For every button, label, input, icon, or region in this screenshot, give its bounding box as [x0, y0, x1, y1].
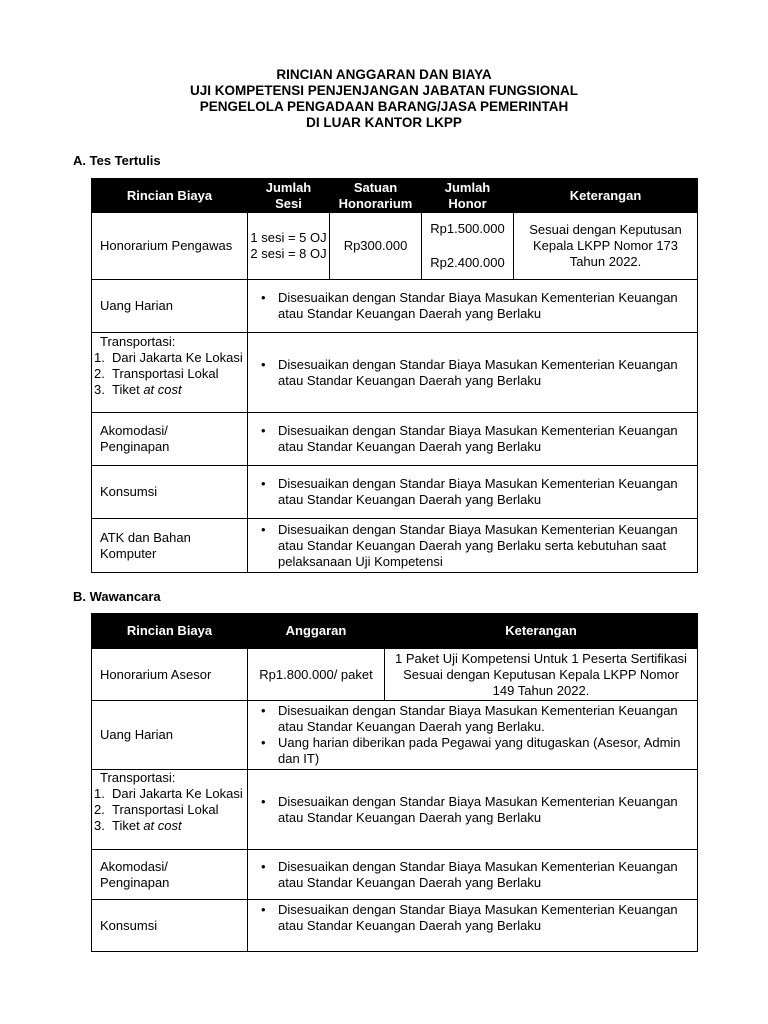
- bullet-item: • Disesuaikan dengan Standar Biaya Masukan Kementerian Keuangan atau Standar Keuangan Daerah yang Berlaku serta kebutuhan saat pelaksanaan Uji Kompetensi: [278, 522, 689, 570]
- table-row: [92, 900, 698, 952]
- bullet-item: • Disesuaikan dengan Standar Biaya Masukan Kementerian Keuangan atau Standar Keuangan Daerah yang Berlaku: [278, 423, 689, 455]
- cell-note: [248, 280, 698, 333]
- table-row: [92, 413, 698, 466]
- header-keterangan: Keterangan: [514, 179, 698, 213]
- header-anggaran: Anggaran: [248, 614, 385, 649]
- table-tes-tertulis: [91, 178, 698, 573]
- row-label-konsumsi: Konsumsi: [92, 466, 248, 519]
- list-item: 1. Dari Jakarta Ke Lokasi: [94, 786, 243, 801]
- table-row: [92, 649, 698, 701]
- table-row: [92, 519, 698, 573]
- row-label-akomodasi: Akomodasi/ Penginapan: [92, 850, 248, 900]
- row-label-konsumsi: Konsumsi: [92, 900, 248, 952]
- table-wawancara: [91, 613, 698, 952]
- bullet-item: • Disesuaikan dengan Standar Biaya Masukan Kementerian Keuangan atau Standar Keuangan Daerah yang Berlaku: [278, 290, 689, 322]
- row-label-honorarium-asesor: Honorarium Asesor: [92, 649, 248, 701]
- row-label-honorarium-pengawas: Honorarium Pengawas: [92, 213, 248, 280]
- cell-anggaran: Rp1.800.000/ paket: [248, 649, 385, 701]
- cell-keterangan: 1 Paket Uji Kompetensi Untuk 1 Peserta Sertifikasi Sesuai dengan Keputusan Kepala LKPP Nomor 149 Tahun 2022.: [385, 649, 698, 701]
- bullet-item: • Disesuaikan dengan Standar Biaya Masukan Kementerian Keuangan atau Standar Keuangan Daerah yang Berlaku: [278, 859, 689, 891]
- row-label-atk: ATK dan Bahan Komputer: [92, 519, 248, 573]
- table-header-row: [92, 179, 698, 213]
- list-item: 3. Tiket at cost: [94, 818, 182, 833]
- bullet-item: • Disesuaikan dengan Standar Biaya Masukan Kementerian Keuangan atau Standar Keuangan Daerah yang Berlaku: [278, 794, 689, 826]
- table-row: [92, 466, 698, 519]
- bullet-item: • Disesuaikan dengan Standar Biaya Masukan Kementerian Keuangan atau Standar Keuangan Daerah yang Berlaku: [278, 357, 689, 389]
- table-row: [92, 701, 698, 770]
- title-line-2: UJI KOMPETENSI PENJENJANGAN JABATAN FUNGSIONAL: [189, 83, 579, 98]
- cell-note: [248, 413, 698, 466]
- title-line-1: RINCIAN ANGGARAN DAN BIAYA: [276, 67, 492, 82]
- table-row: [92, 850, 698, 900]
- header-rincian-biaya: Rincian Biaya: [92, 179, 248, 213]
- row-label-transportasi: [92, 770, 248, 850]
- row-label-transportasi: [92, 333, 248, 413]
- list-item: 1. Dari Jakarta Ke Lokasi: [94, 350, 243, 365]
- section-a-heading: A. Tes Tertulis: [73, 153, 161, 168]
- list-item: 2. Transportasi Lokal: [94, 366, 219, 381]
- cell-note: [248, 701, 698, 770]
- bullet-item: • Uang harian diberikan pada Pegawai yang ditugaskan (Asesor, Admin dan IT): [278, 735, 689, 767]
- header-jumlah-honor: Jumlah Honor: [422, 179, 514, 213]
- sesi-2: 2 sesi = 8 OJ: [250, 246, 327, 261]
- bullet-item: • Disesuaikan dengan Standar Biaya Masukan Kementerian Keuangan atau Standar Keuangan Daerah yang Berlaku: [278, 476, 689, 508]
- section-b-heading: B. Wawancara: [73, 589, 161, 604]
- cell-note: [248, 466, 698, 519]
- cell-satuan: Rp300.000: [330, 213, 422, 280]
- header-keterangan: Keterangan: [385, 614, 698, 649]
- transportasi-label: Transportasi:: [100, 334, 176, 349]
- transportasi-label: Transportasi:: [100, 770, 176, 785]
- bullet-item: • Disesuaikan dengan Standar Biaya Masukan Kementerian Keuangan atau Standar Keuangan Daerah yang Berlaku.: [278, 703, 689, 735]
- row-label-uang-harian: Uang Harian: [92, 280, 248, 333]
- cell-jumlah-honor: [422, 213, 514, 280]
- header-rincian-biaya: Rincian Biaya: [92, 614, 248, 649]
- cell-note: [248, 850, 698, 900]
- cell-note: [248, 519, 698, 573]
- bullet-item: • Disesuaikan dengan Standar Biaya Masukan Kementerian Keuangan atau Standar Keuangan Daerah yang Berlaku: [278, 902, 689, 934]
- honor-2: Rp2.400.000: [430, 255, 505, 270]
- cell-note: [248, 333, 698, 413]
- cell-jumlah-sesi: [248, 213, 330, 280]
- table-row: [92, 280, 698, 333]
- sesi-1: 1 sesi = 5 OJ: [250, 230, 327, 245]
- table-header-row: [92, 614, 698, 649]
- cell-note: [248, 900, 698, 952]
- document-title: [0, 67, 768, 131]
- table-row: [92, 333, 698, 413]
- list-item: 2. Transportasi Lokal: [94, 802, 219, 817]
- title-line-4: DI LUAR KANTOR LKPP: [306, 115, 462, 130]
- title-line-3: PENGELOLA PENGADAAN BARANG/JASA PEMERINTAH: [199, 99, 569, 114]
- header-jumlah-sesi: Jumlah Sesi: [248, 179, 330, 213]
- list-item: 3. Tiket at cost: [94, 382, 182, 397]
- cell-note: [248, 770, 698, 850]
- table-row: [92, 770, 698, 850]
- header-satuan-honorarium: Satuan Honorarium: [330, 179, 422, 213]
- table-row: [92, 213, 698, 280]
- cell-keterangan: Sesuai dengan Keputusan Kepala LKPP Nomor 173 Tahun 2022.: [514, 213, 698, 280]
- row-label-akomodasi: Akomodasi/ Penginapan: [92, 413, 248, 466]
- row-label-uang-harian: Uang Harian: [92, 701, 248, 770]
- honor-1: Rp1.500.000: [430, 221, 505, 236]
